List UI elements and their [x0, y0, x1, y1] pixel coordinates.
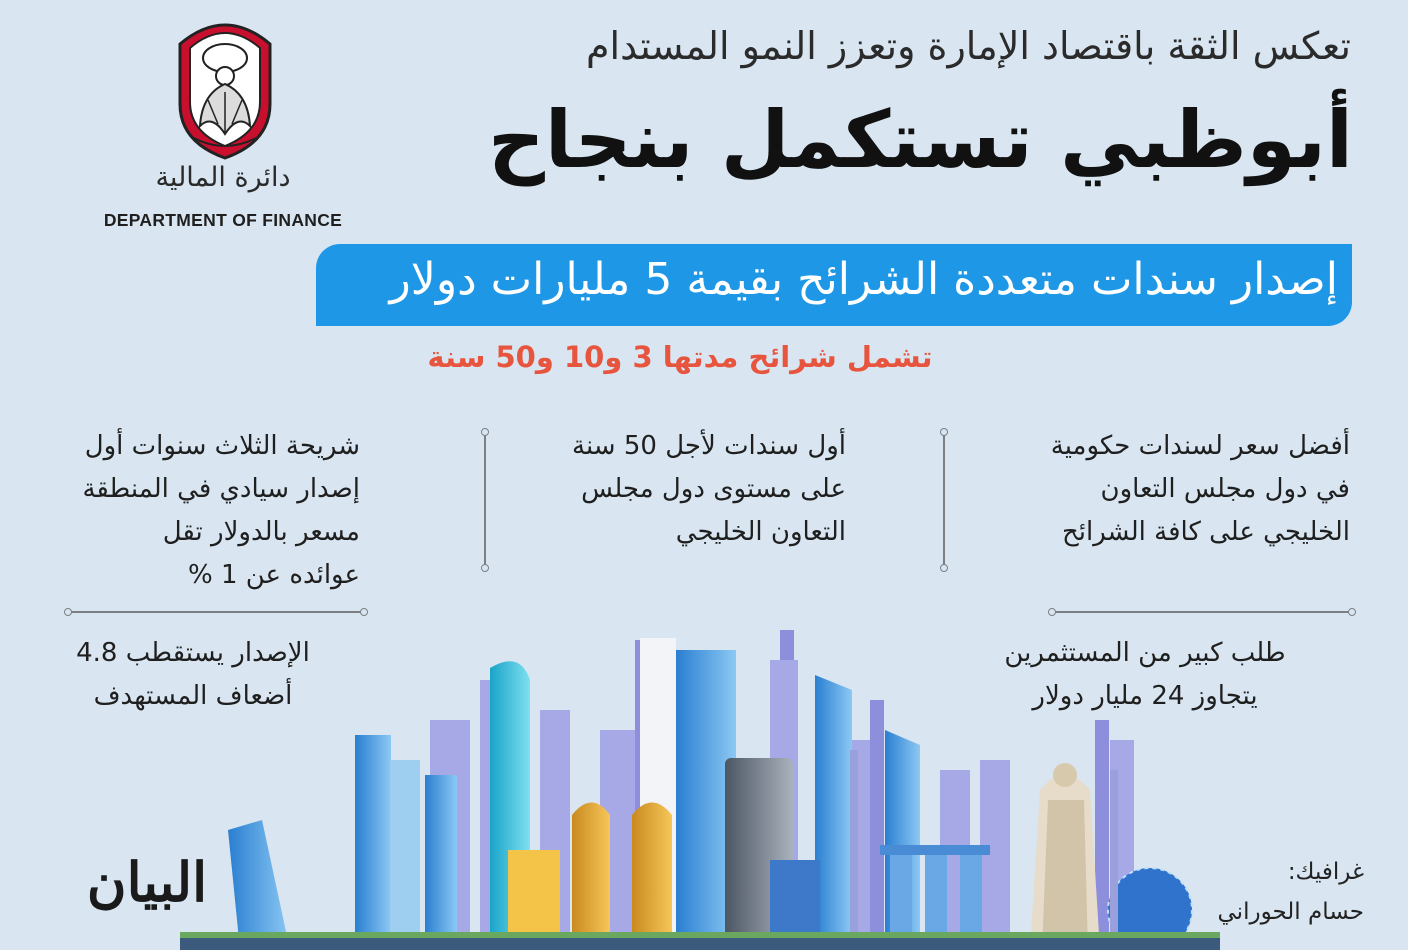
brand-wordmark: البيان: [86, 850, 208, 914]
fact-best-price: [1020, 425, 1350, 554]
fact-line: شريحة الثلاث سنوات أول: [84, 431, 360, 461]
divider-horizontal: [1052, 611, 1352, 613]
fact-line: طلب كبير من المستثمرين: [1004, 638, 1286, 668]
al-bayan-logo: [62, 850, 232, 925]
divider-vertical: [484, 432, 486, 568]
divider-horizontal: [68, 611, 364, 613]
fact-line: التعاون الخليجي: [675, 517, 846, 547]
fact-line: مسعر بالدولار تقل: [162, 517, 360, 547]
fact-line: أول سندات لأجل 50 سنة: [572, 431, 846, 461]
divider-vertical: [943, 432, 945, 568]
fact-line: الخليجي على كافة الشرائح: [1061, 517, 1350, 547]
banner-text: إصدار سندات متعددة الشرائح بقيمة 5 مليارات دولار: [389, 254, 1338, 305]
department-name-arabic: دائرة المالية: [155, 162, 291, 193]
fact-line: يتجاوز 24 مليار دولار: [1032, 681, 1258, 711]
department-name-english: DEPARTMENT OF FINANCE: [103, 210, 343, 230]
fact-three-year-tranche: [60, 425, 360, 597]
page-title: أبوظبي تستكمل بنجاح: [487, 94, 1353, 186]
fact-line: على مستوى دول مجلس: [581, 474, 846, 504]
fact-line: الإصدار يستقطب 4.8: [76, 638, 310, 668]
department-logo: [100, 14, 350, 230]
fact-line: في دول مجلس التعاون: [1100, 474, 1350, 504]
fact-line: عوائده عن 1 %: [187, 560, 360, 590]
headline-banner: [316, 244, 1352, 326]
fact-first-50-year-bond: [546, 425, 846, 554]
credit-label: غرافيك:: [1287, 859, 1364, 885]
subheadline: تعكس الثقة باقتصاد الإمارة وتعزز النمو المستدام: [586, 24, 1351, 68]
falcon-emblem-icon: [172, 14, 278, 160]
fact-line: أضعاف المستهدف: [93, 681, 293, 711]
fact-line: أفضل سعر لسندات حكومية: [1050, 431, 1350, 461]
tranches-subtitle: تشمل شرائح مدتها 3 و10 و50 سنة: [427, 340, 933, 374]
abu-dhabi-skyline-illustration: [180, 620, 1220, 950]
credit-name: حسام الحوراني: [1217, 899, 1364, 925]
graphic-credit: [1218, 852, 1365, 932]
fact-line: إصدار سيادي في المنطقة: [82, 474, 360, 504]
